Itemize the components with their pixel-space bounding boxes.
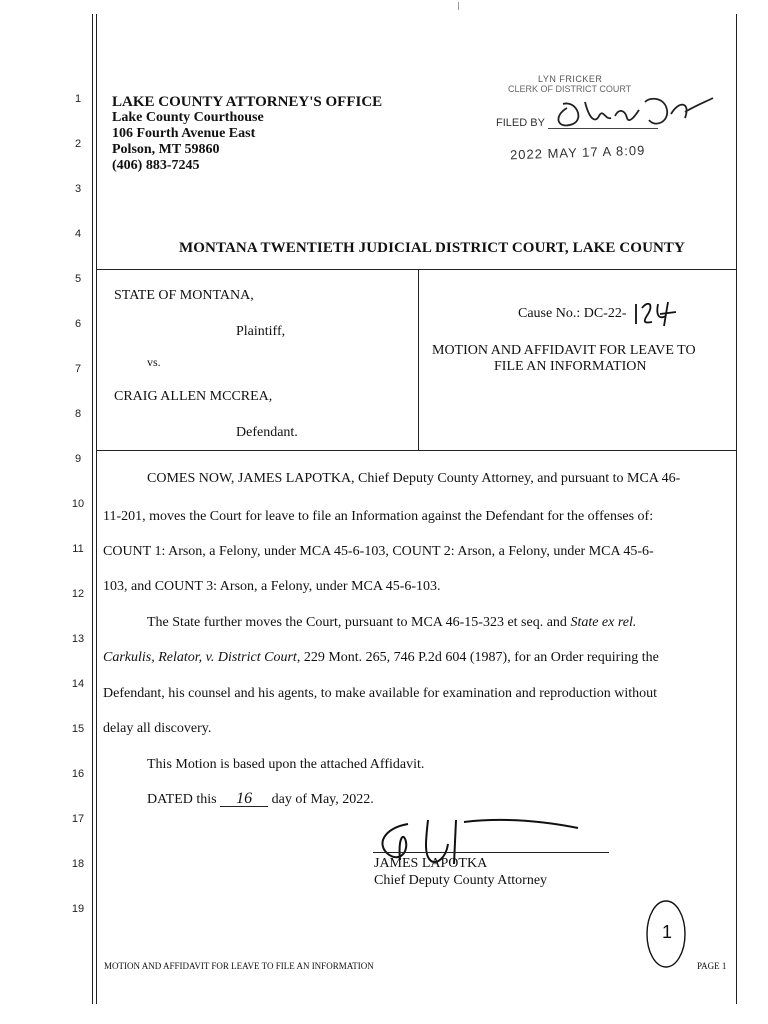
defendant-label: Defendant. xyxy=(236,425,298,440)
footer-document-title: MOTION AND AFFIDAVIT FOR LEAVE TO FILE AN INFORMATION xyxy=(104,961,374,971)
motion-paragraph-1-line2: 11-201, moves the Court for leave to file an Information against the Defendant for the offenses of: xyxy=(103,509,654,524)
left-margin-rule-outer xyxy=(92,14,93,1004)
line-number: 12 xyxy=(71,588,85,600)
stamp-clerk-title: CLERK OF DISTRICT COURT xyxy=(508,84,632,94)
line-number: 16 xyxy=(71,768,85,780)
line-number: 18 xyxy=(71,858,85,870)
motion-paragraph-1-line4: 103, and COUNT 3: Arson, a Felony, under MCA 45-6-103. xyxy=(103,579,441,594)
line-number: 15 xyxy=(71,723,85,735)
motion-paragraph-2-line3: Defendant, his counsel and his agents, to make available for examination and reproduction without xyxy=(103,686,658,701)
document-title-line2: FILE AN INFORMATION xyxy=(494,359,647,374)
dated-suffix: day of May, 2022. xyxy=(271,792,374,807)
court-title: MONTANA TWENTIETH JUDICIAL DISTRICT COURT, LAKE COUNTY xyxy=(179,240,685,256)
attorney-office-header xyxy=(112,94,382,174)
left-margin-rule-inner xyxy=(96,14,97,1004)
motion-paragraph-2-line1 xyxy=(147,615,768,631)
office-phone: (406) 883-7245 xyxy=(112,158,200,173)
case-citation-part-1: State ex rel. xyxy=(570,615,637,630)
right-margin-rule xyxy=(736,14,737,1004)
dated-prefix: DATED this xyxy=(147,792,217,807)
caption-top-border xyxy=(96,269,736,270)
office-name: LAKE COUNTY ATTORNEY'S OFFICE xyxy=(112,94,383,110)
line-number: 19 xyxy=(71,903,85,915)
motion-paragraph-2-line2 xyxy=(103,650,728,666)
line-number: 7 xyxy=(74,363,82,375)
motion-paragraph-2-line4: delay all discovery. xyxy=(103,721,212,736)
plaintiff-label: Plaintiff, xyxy=(236,324,286,339)
stamp-date-time: 2022 MAY 17 A 8:09 xyxy=(509,142,646,163)
office-building: Lake County Courthouse xyxy=(112,110,264,125)
plaintiff-name: STATE OF MONTANA, xyxy=(114,288,254,303)
motion-paragraph-1-line1: COMES NOW, JAMES LAPOTKA, Chief Deputy County Attorney, and pursuant to MCA 46- xyxy=(147,471,681,486)
line-number: 6 xyxy=(74,318,82,330)
motion-paragraph-3: This Motion is based upon the attached Affidavit. xyxy=(147,757,425,772)
office-street: 106 Fourth Avenue East xyxy=(112,126,256,141)
citation-reference: , 229 Mont. 265, 746 P.2d 604 (1987), for an Order requiring the xyxy=(296,650,659,665)
line-number: 10 xyxy=(71,498,85,510)
top-tick-mark xyxy=(458,2,459,10)
stamp-filed-by-label: FILED BY xyxy=(496,117,545,129)
office-city: Polson, MT 59860 xyxy=(112,142,220,157)
line-number: 1 xyxy=(74,93,82,105)
case-citation-part-2: Carkulis, Relator, v. District Court xyxy=(103,650,297,665)
line-number: 17 xyxy=(71,813,85,825)
signer-title: Chief Deputy County Attorney xyxy=(374,873,548,888)
signature-line xyxy=(373,852,609,853)
caption-divider xyxy=(418,269,419,451)
paragraph-2-text: The State further moves the Court, pursuant to MCA 46-15-323 et seq. and xyxy=(147,615,571,630)
document-title-line1: MOTION AND AFFIDAVIT FOR LEAVE TO xyxy=(432,343,696,358)
circled-page-number: 1 xyxy=(662,922,673,942)
line-number: 3 xyxy=(74,183,82,195)
line-number: 8 xyxy=(74,408,82,420)
clerk-signature-icon xyxy=(545,88,715,138)
signer-name: JAMES LAPOTKA xyxy=(374,856,488,871)
handwritten-cause-number-icon xyxy=(632,300,680,328)
line-number: 13 xyxy=(71,633,85,645)
dated-line xyxy=(147,792,768,808)
stamp-clerk-name: LYN FRICKER xyxy=(538,74,603,84)
line-number: 11 xyxy=(72,543,84,555)
defendant-name: CRAIG ALLEN MCCREA, xyxy=(114,389,273,404)
line-number: 2 xyxy=(74,138,82,150)
caption-bottom-border xyxy=(96,450,736,451)
line-number: 5 xyxy=(74,273,82,285)
line-number: 4 xyxy=(74,228,82,240)
footer-page-number: PAGE 1 xyxy=(697,961,727,971)
line-number: 9 xyxy=(74,453,82,465)
cause-number-label: Cause No.: DC-22- xyxy=(518,306,627,321)
dated-day-blank: 16 xyxy=(220,792,268,807)
motion-paragraph-1-line3: COUNT 1: Arson, a Felony, under MCA 45-6-103, COUNT 2: Arson, a Felony, under MCA 45-6- xyxy=(103,544,654,559)
line-number: 14 xyxy=(71,678,85,690)
versus-label: vs. xyxy=(147,355,161,369)
